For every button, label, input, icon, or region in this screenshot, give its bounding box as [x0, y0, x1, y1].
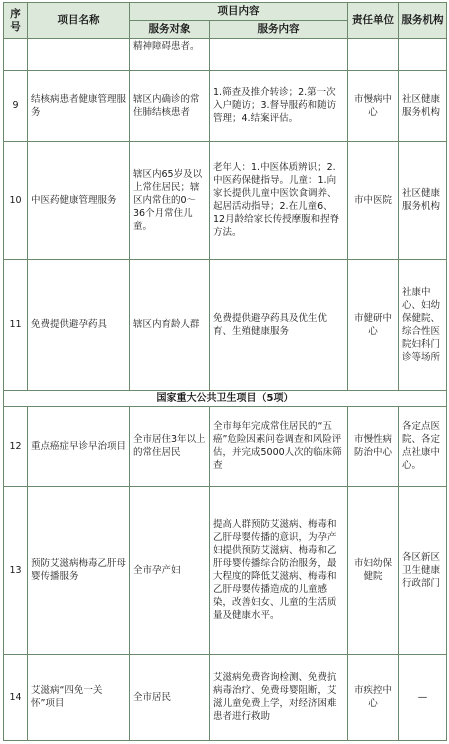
- row-org: 社区健康服务机构: [399, 141, 447, 259]
- row-name: 艾滋病“四免一关怀”项目: [28, 654, 130, 740]
- row-content: 提高人群预防艾滋病、梅毒和乙肝母婴传播的意识，为孕产妇提供预防艾滋病、梅毒和乙肝母婴传播综合防治服务，最大程度的降低艾滋病、梅毒和乙肝母婴传播造成的儿童感染，改善妇女、儿童的生活质量及健康水平。: [210, 486, 348, 654]
- table-row: [4, 71, 447, 141]
- row-target: 全市孕产妇: [130, 486, 210, 654]
- row-unit: 市疾控中心: [348, 654, 399, 740]
- row-org: 社区健康服务机构: [399, 71, 447, 141]
- row-org: 各定点医院、各定点社康中心。: [399, 406, 447, 486]
- row-unit: [348, 39, 399, 71]
- row-no: 13: [4, 486, 28, 654]
- row-org: —: [399, 654, 447, 740]
- header-service: 服务内容: [210, 21, 348, 39]
- table-row: [4, 39, 447, 71]
- header-unit: 责任单位: [348, 3, 399, 39]
- row-org: 社康中心、妇幼保健院、综合性医院妇科门诊等场所: [399, 260, 447, 391]
- row-content: 免费提供避孕药具及优生优育、生殖健康服务: [210, 260, 348, 391]
- row-unit: 市妇幼保健院: [348, 486, 399, 654]
- table-row: [4, 141, 447, 259]
- row-name: 重点癌症早诊早治项目: [28, 406, 130, 486]
- section-row: [4, 390, 447, 406]
- row-target: 精神障碍患者。: [130, 39, 210, 71]
- row-name: [28, 39, 130, 71]
- row-target: 全市居住3年以上的常住居民: [130, 406, 210, 486]
- row-unit: 市中医院: [348, 141, 399, 259]
- row-content: 全市每年完成常住居民的“五癌”危险因素问卷调查和风险评估，并完成5000人次的临床筛查: [210, 406, 348, 486]
- header-org: 服务机构: [399, 3, 447, 39]
- header-content: 项目内容: [130, 3, 348, 21]
- section-title: 国家重大公共卫生项目（5项）: [4, 390, 447, 406]
- row-name: 结核病患者健康管理服务: [28, 71, 130, 141]
- header-target: 服务对象: [130, 21, 210, 39]
- row-no: 10: [4, 141, 28, 259]
- row-unit: 市慢性病防治中心: [348, 406, 399, 486]
- row-org: [399, 39, 447, 71]
- row-target: 辖区内育龄人群: [130, 260, 210, 391]
- row-content: 1.筛查及推介转诊；2.第一次入户随访；3.督导服药和随访管理；4.结案评估。: [210, 71, 348, 141]
- row-name: 预防艾滋病梅毒乙肝母婴传播服务: [28, 486, 130, 654]
- row-no: 9: [4, 71, 28, 141]
- table-row: [4, 406, 447, 486]
- table-row: [4, 486, 447, 654]
- row-no: 11: [4, 260, 28, 391]
- row-unit: 市健研中心: [348, 260, 399, 391]
- row-no: 14: [4, 654, 28, 740]
- row-unit: 市慢病中心: [348, 71, 399, 141]
- header-no: 序号: [4, 3, 28, 39]
- row-org: 各区新区卫生健康行政部门: [399, 486, 447, 654]
- service-table: [3, 2, 447, 741]
- header-name: 项目名称: [28, 3, 130, 39]
- row-content: [210, 39, 348, 71]
- row-no: [4, 39, 28, 71]
- table-row: [4, 260, 447, 391]
- row-name: 中医药健康管理服务: [28, 141, 130, 259]
- row-name: 免费提供避孕药具: [28, 260, 130, 391]
- row-no: 12: [4, 406, 28, 486]
- row-content: 艾滋病免费咨询检测、免费抗病毒治疗、免费母婴阻断，艾滋儿童免费上学，对经济困难患者进行救助: [210, 654, 348, 740]
- row-content: 老年人：1.中医体质辨识；2.中医药保健指导。儿童：1.向家长提供儿童中医饮食调养、起居活动指导；2.在儿童6、12月龄给家长传授摩腹和捏脊方法。: [210, 141, 348, 259]
- table-row: [4, 654, 447, 740]
- row-target: 辖区内确诊的常住肺结核患者: [130, 71, 210, 141]
- row-target: 全市居民: [130, 654, 210, 740]
- row-target: 辖区内65岁及以上常住居民；辖区内常住的0～36个月常住儿童。: [130, 141, 210, 259]
